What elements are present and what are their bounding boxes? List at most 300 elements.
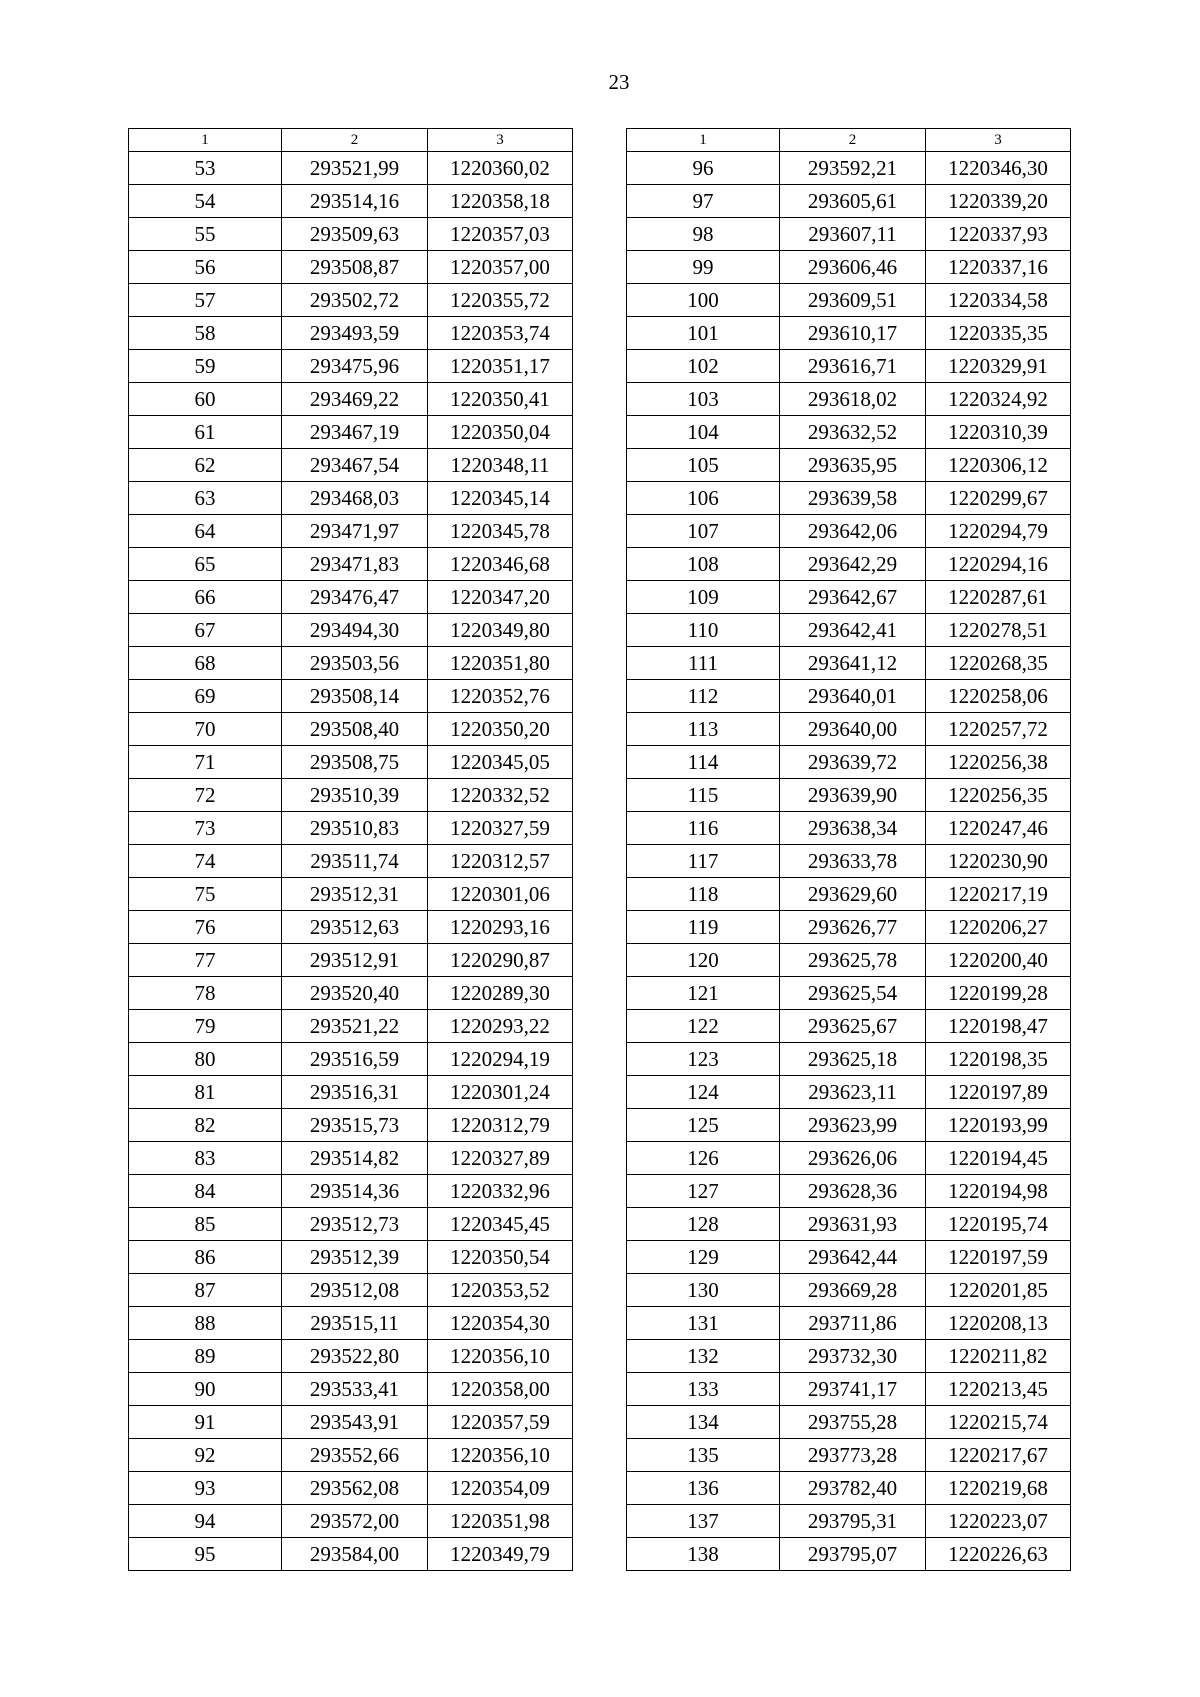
column-header-y-coordinate: 3 bbox=[926, 129, 1071, 152]
y-coordinate-cell: 1220198,47 bbox=[926, 1010, 1071, 1043]
y-coordinate-cell: 1220357,59 bbox=[428, 1406, 573, 1439]
table-row bbox=[627, 218, 1071, 251]
point-number-cell: 56 bbox=[129, 251, 282, 284]
column-header-point-number: 1 bbox=[129, 129, 282, 152]
y-coordinate-cell: 1220206,27 bbox=[926, 911, 1071, 944]
x-coordinate-cell: 293515,73 bbox=[282, 1109, 428, 1142]
table-row bbox=[627, 251, 1071, 284]
x-coordinate-cell: 293467,54 bbox=[282, 449, 428, 482]
column-header-y-coordinate: 3 bbox=[428, 129, 573, 152]
point-number-cell: 76 bbox=[129, 911, 282, 944]
x-coordinate-cell: 293516,59 bbox=[282, 1043, 428, 1076]
y-coordinate-cell: 1220193,99 bbox=[926, 1109, 1071, 1142]
x-coordinate-cell: 293522,80 bbox=[282, 1340, 428, 1373]
point-number-cell: 104 bbox=[627, 416, 780, 449]
point-number-cell: 131 bbox=[627, 1307, 780, 1340]
y-coordinate-cell: 1220346,68 bbox=[428, 548, 573, 581]
table-row bbox=[129, 1241, 573, 1274]
table-row bbox=[129, 449, 573, 482]
table-row bbox=[627, 1373, 1071, 1406]
x-coordinate-cell: 293640,01 bbox=[780, 680, 926, 713]
table-row bbox=[627, 515, 1071, 548]
y-coordinate-cell: 1220217,67 bbox=[926, 1439, 1071, 1472]
y-coordinate-cell: 1220197,59 bbox=[926, 1241, 1071, 1274]
x-coordinate-cell: 293514,16 bbox=[282, 185, 428, 218]
table-row bbox=[627, 1010, 1071, 1043]
point-number-cell: 129 bbox=[627, 1241, 780, 1274]
x-coordinate-cell: 293510,39 bbox=[282, 779, 428, 812]
table-row bbox=[627, 614, 1071, 647]
table-row bbox=[129, 1175, 573, 1208]
x-coordinate-cell: 293512,63 bbox=[282, 911, 428, 944]
x-coordinate-cell: 293503,56 bbox=[282, 647, 428, 680]
table-row bbox=[129, 482, 573, 515]
y-coordinate-cell: 1220287,61 bbox=[926, 581, 1071, 614]
table-row bbox=[627, 713, 1071, 746]
point-number-cell: 54 bbox=[129, 185, 282, 218]
x-coordinate-cell: 293471,83 bbox=[282, 548, 428, 581]
y-coordinate-cell: 1220360,02 bbox=[428, 152, 573, 185]
x-coordinate-cell: 293515,11 bbox=[282, 1307, 428, 1340]
point-number-cell: 79 bbox=[129, 1010, 282, 1043]
point-number-cell: 91 bbox=[129, 1406, 282, 1439]
x-coordinate-cell: 293773,28 bbox=[780, 1439, 926, 1472]
table-row bbox=[129, 152, 573, 185]
point-number-cell: 116 bbox=[627, 812, 780, 845]
point-number-cell: 128 bbox=[627, 1208, 780, 1241]
point-number-cell: 68 bbox=[129, 647, 282, 680]
point-number-cell: 136 bbox=[627, 1472, 780, 1505]
x-coordinate-cell: 293512,31 bbox=[282, 878, 428, 911]
table-row bbox=[627, 284, 1071, 317]
x-coordinate-cell: 293494,30 bbox=[282, 614, 428, 647]
y-coordinate-cell: 1220353,52 bbox=[428, 1274, 573, 1307]
point-number-cell: 100 bbox=[627, 284, 780, 317]
table-row bbox=[627, 1208, 1071, 1241]
table-row bbox=[627, 1175, 1071, 1208]
y-coordinate-cell: 1220353,74 bbox=[428, 317, 573, 350]
y-coordinate-cell: 1220349,80 bbox=[428, 614, 573, 647]
y-coordinate-cell: 1220293,16 bbox=[428, 911, 573, 944]
point-number-cell: 73 bbox=[129, 812, 282, 845]
y-coordinate-cell: 1220345,05 bbox=[428, 746, 573, 779]
y-coordinate-cell: 1220350,20 bbox=[428, 713, 573, 746]
point-number-cell: 123 bbox=[627, 1043, 780, 1076]
y-coordinate-cell: 1220352,76 bbox=[428, 680, 573, 713]
y-coordinate-cell: 1220356,10 bbox=[428, 1439, 573, 1472]
point-number-cell: 115 bbox=[627, 779, 780, 812]
point-number-cell: 118 bbox=[627, 878, 780, 911]
point-number-cell: 85 bbox=[129, 1208, 282, 1241]
point-number-cell: 90 bbox=[129, 1373, 282, 1406]
y-coordinate-cell: 1220347,20 bbox=[428, 581, 573, 614]
point-number-cell: 138 bbox=[627, 1538, 780, 1571]
x-coordinate-cell: 293511,74 bbox=[282, 845, 428, 878]
table-row bbox=[129, 1373, 573, 1406]
x-coordinate-cell: 293669,28 bbox=[780, 1274, 926, 1307]
table-row bbox=[129, 878, 573, 911]
y-coordinate-cell: 1220351,80 bbox=[428, 647, 573, 680]
x-coordinate-cell: 293512,73 bbox=[282, 1208, 428, 1241]
y-coordinate-cell: 1220301,24 bbox=[428, 1076, 573, 1109]
y-coordinate-cell: 1220348,11 bbox=[428, 449, 573, 482]
y-coordinate-cell: 1220339,20 bbox=[926, 185, 1071, 218]
table-row bbox=[129, 746, 573, 779]
point-number-cell: 108 bbox=[627, 548, 780, 581]
table-row bbox=[129, 944, 573, 977]
y-coordinate-cell: 1220268,35 bbox=[926, 647, 1071, 680]
point-number-cell: 96 bbox=[627, 152, 780, 185]
table-row bbox=[627, 746, 1071, 779]
point-number-cell: 117 bbox=[627, 845, 780, 878]
y-coordinate-cell: 1220350,41 bbox=[428, 383, 573, 416]
table-row bbox=[129, 317, 573, 350]
point-number-cell: 88 bbox=[129, 1307, 282, 1340]
column-header-x-coordinate: 2 bbox=[780, 129, 926, 152]
x-coordinate-cell: 293633,78 bbox=[780, 845, 926, 878]
y-coordinate-cell: 1220358,18 bbox=[428, 185, 573, 218]
table-row bbox=[627, 1274, 1071, 1307]
y-coordinate-cell: 1220194,98 bbox=[926, 1175, 1071, 1208]
x-coordinate-cell: 293533,41 bbox=[282, 1373, 428, 1406]
point-number-cell: 121 bbox=[627, 977, 780, 1010]
x-coordinate-cell: 293607,11 bbox=[780, 218, 926, 251]
x-coordinate-cell: 293639,72 bbox=[780, 746, 926, 779]
y-coordinate-cell: 1220306,12 bbox=[926, 449, 1071, 482]
y-coordinate-cell: 1220357,03 bbox=[428, 218, 573, 251]
point-number-cell: 130 bbox=[627, 1274, 780, 1307]
x-coordinate-cell: 293520,40 bbox=[282, 977, 428, 1010]
x-coordinate-cell: 293782,40 bbox=[780, 1472, 926, 1505]
y-coordinate-cell: 1220349,79 bbox=[428, 1538, 573, 1571]
y-coordinate-cell: 1220256,38 bbox=[926, 746, 1071, 779]
point-number-cell: 87 bbox=[129, 1274, 282, 1307]
table-row bbox=[129, 1439, 573, 1472]
y-coordinate-cell: 1220357,00 bbox=[428, 251, 573, 284]
x-coordinate-cell: 293606,46 bbox=[780, 251, 926, 284]
x-coordinate-cell: 293641,12 bbox=[780, 647, 926, 680]
y-coordinate-cell: 1220335,35 bbox=[926, 317, 1071, 350]
table-row bbox=[627, 878, 1071, 911]
x-coordinate-cell: 293642,67 bbox=[780, 581, 926, 614]
x-coordinate-cell: 293609,51 bbox=[780, 284, 926, 317]
y-coordinate-cell: 1220294,79 bbox=[926, 515, 1071, 548]
point-number-cell: 84 bbox=[129, 1175, 282, 1208]
table-row bbox=[627, 1142, 1071, 1175]
y-coordinate-cell: 1220213,45 bbox=[926, 1373, 1071, 1406]
column-header-point-number: 1 bbox=[627, 129, 780, 152]
point-number-cell: 93 bbox=[129, 1472, 282, 1505]
y-coordinate-cell: 1220345,14 bbox=[428, 482, 573, 515]
x-coordinate-cell: 293572,00 bbox=[282, 1505, 428, 1538]
x-coordinate-cell: 293640,00 bbox=[780, 713, 926, 746]
table-row bbox=[627, 317, 1071, 350]
y-coordinate-cell: 1220208,13 bbox=[926, 1307, 1071, 1340]
point-number-cell: 112 bbox=[627, 680, 780, 713]
y-coordinate-cell: 1220294,16 bbox=[926, 548, 1071, 581]
point-number-cell: 97 bbox=[627, 185, 780, 218]
point-number-cell: 109 bbox=[627, 581, 780, 614]
x-coordinate-cell: 293475,96 bbox=[282, 350, 428, 383]
y-coordinate-cell: 1220294,19 bbox=[428, 1043, 573, 1076]
table-row bbox=[627, 1241, 1071, 1274]
point-number-cell: 70 bbox=[129, 713, 282, 746]
point-number-cell: 75 bbox=[129, 878, 282, 911]
point-number-cell: 60 bbox=[129, 383, 282, 416]
x-coordinate-cell: 293628,36 bbox=[780, 1175, 926, 1208]
point-number-cell: 69 bbox=[129, 680, 282, 713]
table-row bbox=[627, 1472, 1071, 1505]
point-number-cell: 103 bbox=[627, 383, 780, 416]
table-row bbox=[129, 1109, 573, 1142]
y-coordinate-cell: 1220327,89 bbox=[428, 1142, 573, 1175]
table-row bbox=[129, 1076, 573, 1109]
point-number-cell: 122 bbox=[627, 1010, 780, 1043]
y-coordinate-cell: 1220199,28 bbox=[926, 977, 1071, 1010]
x-coordinate-cell: 293629,60 bbox=[780, 878, 926, 911]
point-number-cell: 126 bbox=[627, 1142, 780, 1175]
point-number-cell: 111 bbox=[627, 647, 780, 680]
x-coordinate-cell: 293642,41 bbox=[780, 614, 926, 647]
table-row bbox=[627, 350, 1071, 383]
table-row bbox=[129, 1505, 573, 1538]
table-row bbox=[129, 647, 573, 680]
table-row bbox=[627, 680, 1071, 713]
table-row bbox=[627, 779, 1071, 812]
y-coordinate-cell: 1220258,06 bbox=[926, 680, 1071, 713]
table-row bbox=[129, 251, 573, 284]
table-header-row bbox=[129, 129, 573, 152]
point-number-cell: 132 bbox=[627, 1340, 780, 1373]
point-number-cell: 99 bbox=[627, 251, 780, 284]
y-coordinate-cell: 1220329,91 bbox=[926, 350, 1071, 383]
table-row bbox=[129, 1472, 573, 1505]
point-number-cell: 62 bbox=[129, 449, 282, 482]
table-row bbox=[627, 1307, 1071, 1340]
x-coordinate-cell: 293625,54 bbox=[780, 977, 926, 1010]
x-coordinate-cell: 293508,40 bbox=[282, 713, 428, 746]
x-coordinate-cell: 293732,30 bbox=[780, 1340, 926, 1373]
point-number-cell: 95 bbox=[129, 1538, 282, 1571]
y-coordinate-cell: 1220345,78 bbox=[428, 515, 573, 548]
y-coordinate-cell: 1220217,19 bbox=[926, 878, 1071, 911]
table-row bbox=[627, 581, 1071, 614]
table-row bbox=[129, 1010, 573, 1043]
y-coordinate-cell: 1220337,93 bbox=[926, 218, 1071, 251]
table-row bbox=[627, 1109, 1071, 1142]
x-coordinate-cell: 293755,28 bbox=[780, 1406, 926, 1439]
point-number-cell: 74 bbox=[129, 845, 282, 878]
point-number-cell: 78 bbox=[129, 977, 282, 1010]
x-coordinate-cell: 293508,14 bbox=[282, 680, 428, 713]
y-coordinate-cell: 1220332,52 bbox=[428, 779, 573, 812]
x-coordinate-cell: 293508,75 bbox=[282, 746, 428, 779]
y-coordinate-cell: 1220350,04 bbox=[428, 416, 573, 449]
point-number-cell: 120 bbox=[627, 944, 780, 977]
table-row bbox=[129, 713, 573, 746]
y-coordinate-cell: 1220197,89 bbox=[926, 1076, 1071, 1109]
y-coordinate-cell: 1220198,35 bbox=[926, 1043, 1071, 1076]
point-number-cell: 94 bbox=[129, 1505, 282, 1538]
x-coordinate-cell: 293502,72 bbox=[282, 284, 428, 317]
y-coordinate-cell: 1220194,45 bbox=[926, 1142, 1071, 1175]
point-number-cell: 81 bbox=[129, 1076, 282, 1109]
table-row bbox=[627, 944, 1071, 977]
table-row bbox=[627, 977, 1071, 1010]
coordinates-table-left bbox=[128, 128, 573, 1571]
x-coordinate-cell: 293642,06 bbox=[780, 515, 926, 548]
x-coordinate-cell: 293552,66 bbox=[282, 1439, 428, 1472]
x-coordinate-cell: 293631,93 bbox=[780, 1208, 926, 1241]
x-coordinate-cell: 293623,99 bbox=[780, 1109, 926, 1142]
x-coordinate-cell: 293584,00 bbox=[282, 1538, 428, 1571]
table-row bbox=[129, 1340, 573, 1373]
table-row bbox=[627, 1076, 1071, 1109]
x-coordinate-cell: 293795,07 bbox=[780, 1538, 926, 1571]
x-coordinate-cell: 293514,36 bbox=[282, 1175, 428, 1208]
x-coordinate-cell: 293521,99 bbox=[282, 152, 428, 185]
table-row bbox=[627, 647, 1071, 680]
point-number-cell: 133 bbox=[627, 1373, 780, 1406]
x-coordinate-cell: 293467,19 bbox=[282, 416, 428, 449]
point-number-cell: 107 bbox=[627, 515, 780, 548]
y-coordinate-cell: 1220230,90 bbox=[926, 845, 1071, 878]
y-coordinate-cell: 1220293,22 bbox=[428, 1010, 573, 1043]
point-number-cell: 86 bbox=[129, 1241, 282, 1274]
x-coordinate-cell: 293711,86 bbox=[780, 1307, 926, 1340]
table-row bbox=[129, 812, 573, 845]
y-coordinate-cell: 1220200,40 bbox=[926, 944, 1071, 977]
point-number-cell: 134 bbox=[627, 1406, 780, 1439]
y-coordinate-cell: 1220211,82 bbox=[926, 1340, 1071, 1373]
table-row bbox=[129, 1043, 573, 1076]
y-coordinate-cell: 1220354,30 bbox=[428, 1307, 573, 1340]
y-coordinate-cell: 1220346,30 bbox=[926, 152, 1071, 185]
point-number-cell: 89 bbox=[129, 1340, 282, 1373]
point-number-cell: 77 bbox=[129, 944, 282, 977]
table-row bbox=[129, 218, 573, 251]
point-number-cell: 127 bbox=[627, 1175, 780, 1208]
x-coordinate-cell: 293592,21 bbox=[780, 152, 926, 185]
table-row bbox=[129, 185, 573, 218]
x-coordinate-cell: 293639,90 bbox=[780, 779, 926, 812]
x-coordinate-cell: 293610,17 bbox=[780, 317, 926, 350]
x-coordinate-cell: 293512,39 bbox=[282, 1241, 428, 1274]
table-header-row bbox=[627, 129, 1071, 152]
point-number-cell: 137 bbox=[627, 1505, 780, 1538]
table-row bbox=[627, 185, 1071, 218]
point-number-cell: 101 bbox=[627, 317, 780, 350]
y-coordinate-cell: 1220312,57 bbox=[428, 845, 573, 878]
column-header-x-coordinate: 2 bbox=[282, 129, 428, 152]
x-coordinate-cell: 293514,82 bbox=[282, 1142, 428, 1175]
point-number-cell: 110 bbox=[627, 614, 780, 647]
y-coordinate-cell: 1220355,72 bbox=[428, 284, 573, 317]
x-coordinate-cell: 293493,59 bbox=[282, 317, 428, 350]
x-coordinate-cell: 293471,97 bbox=[282, 515, 428, 548]
point-number-cell: 67 bbox=[129, 614, 282, 647]
point-number-cell: 114 bbox=[627, 746, 780, 779]
table-row bbox=[627, 812, 1071, 845]
point-number-cell: 63 bbox=[129, 482, 282, 515]
table-row bbox=[627, 1538, 1071, 1571]
table-row bbox=[627, 1043, 1071, 1076]
table-row bbox=[627, 1505, 1071, 1538]
y-coordinate-cell: 1220301,06 bbox=[428, 878, 573, 911]
x-coordinate-cell: 293795,31 bbox=[780, 1505, 926, 1538]
y-coordinate-cell: 1220351,98 bbox=[428, 1505, 573, 1538]
point-number-cell: 57 bbox=[129, 284, 282, 317]
table-row bbox=[129, 416, 573, 449]
table-row bbox=[627, 383, 1071, 416]
point-number-cell: 105 bbox=[627, 449, 780, 482]
table-row bbox=[129, 1406, 573, 1439]
table-row bbox=[129, 1274, 573, 1307]
x-coordinate-cell: 293616,71 bbox=[780, 350, 926, 383]
x-coordinate-cell: 293562,08 bbox=[282, 1472, 428, 1505]
table-row bbox=[129, 680, 573, 713]
y-coordinate-cell: 1220310,39 bbox=[926, 416, 1071, 449]
x-coordinate-cell: 293625,18 bbox=[780, 1043, 926, 1076]
point-number-cell: 135 bbox=[627, 1439, 780, 1472]
y-coordinate-cell: 1220350,54 bbox=[428, 1241, 573, 1274]
x-coordinate-cell: 293642,44 bbox=[780, 1241, 926, 1274]
y-coordinate-cell: 1220324,92 bbox=[926, 383, 1071, 416]
y-coordinate-cell: 1220345,45 bbox=[428, 1208, 573, 1241]
x-coordinate-cell: 293625,67 bbox=[780, 1010, 926, 1043]
x-coordinate-cell: 293512,08 bbox=[282, 1274, 428, 1307]
table-row bbox=[129, 977, 573, 1010]
y-coordinate-cell: 1220354,09 bbox=[428, 1472, 573, 1505]
x-coordinate-cell: 293469,22 bbox=[282, 383, 428, 416]
x-coordinate-cell: 293516,31 bbox=[282, 1076, 428, 1109]
point-number-cell: 59 bbox=[129, 350, 282, 383]
y-coordinate-cell: 1220332,96 bbox=[428, 1175, 573, 1208]
y-coordinate-cell: 1220201,85 bbox=[926, 1274, 1071, 1307]
y-coordinate-cell: 1220290,87 bbox=[428, 944, 573, 977]
y-coordinate-cell: 1220334,58 bbox=[926, 284, 1071, 317]
page-number: 23 bbox=[608, 70, 630, 94]
x-coordinate-cell: 293521,22 bbox=[282, 1010, 428, 1043]
y-coordinate-cell: 1220256,35 bbox=[926, 779, 1071, 812]
x-coordinate-cell: 293626,77 bbox=[780, 911, 926, 944]
y-coordinate-cell: 1220289,30 bbox=[428, 977, 573, 1010]
table-row bbox=[129, 1307, 573, 1340]
x-coordinate-cell: 293605,61 bbox=[780, 185, 926, 218]
table-row bbox=[627, 449, 1071, 482]
x-coordinate-cell: 293512,91 bbox=[282, 944, 428, 977]
x-coordinate-cell: 293508,87 bbox=[282, 251, 428, 284]
table-body bbox=[627, 152, 1071, 1571]
point-number-cell: 61 bbox=[129, 416, 282, 449]
table-row bbox=[627, 1439, 1071, 1472]
y-coordinate-cell: 1220356,10 bbox=[428, 1340, 573, 1373]
table-row bbox=[129, 1142, 573, 1175]
y-coordinate-cell: 1220257,72 bbox=[926, 713, 1071, 746]
table-row bbox=[129, 515, 573, 548]
point-number-cell: 80 bbox=[129, 1043, 282, 1076]
x-coordinate-cell: 293468,03 bbox=[282, 482, 428, 515]
table-row bbox=[129, 1538, 573, 1571]
point-number-cell: 106 bbox=[627, 482, 780, 515]
table-row bbox=[627, 1406, 1071, 1439]
table-row bbox=[627, 845, 1071, 878]
table-row bbox=[129, 1208, 573, 1241]
x-coordinate-cell: 293625,78 bbox=[780, 944, 926, 977]
x-coordinate-cell: 293632,52 bbox=[780, 416, 926, 449]
point-number-cell: 66 bbox=[129, 581, 282, 614]
x-coordinate-cell: 293741,17 bbox=[780, 1373, 926, 1406]
